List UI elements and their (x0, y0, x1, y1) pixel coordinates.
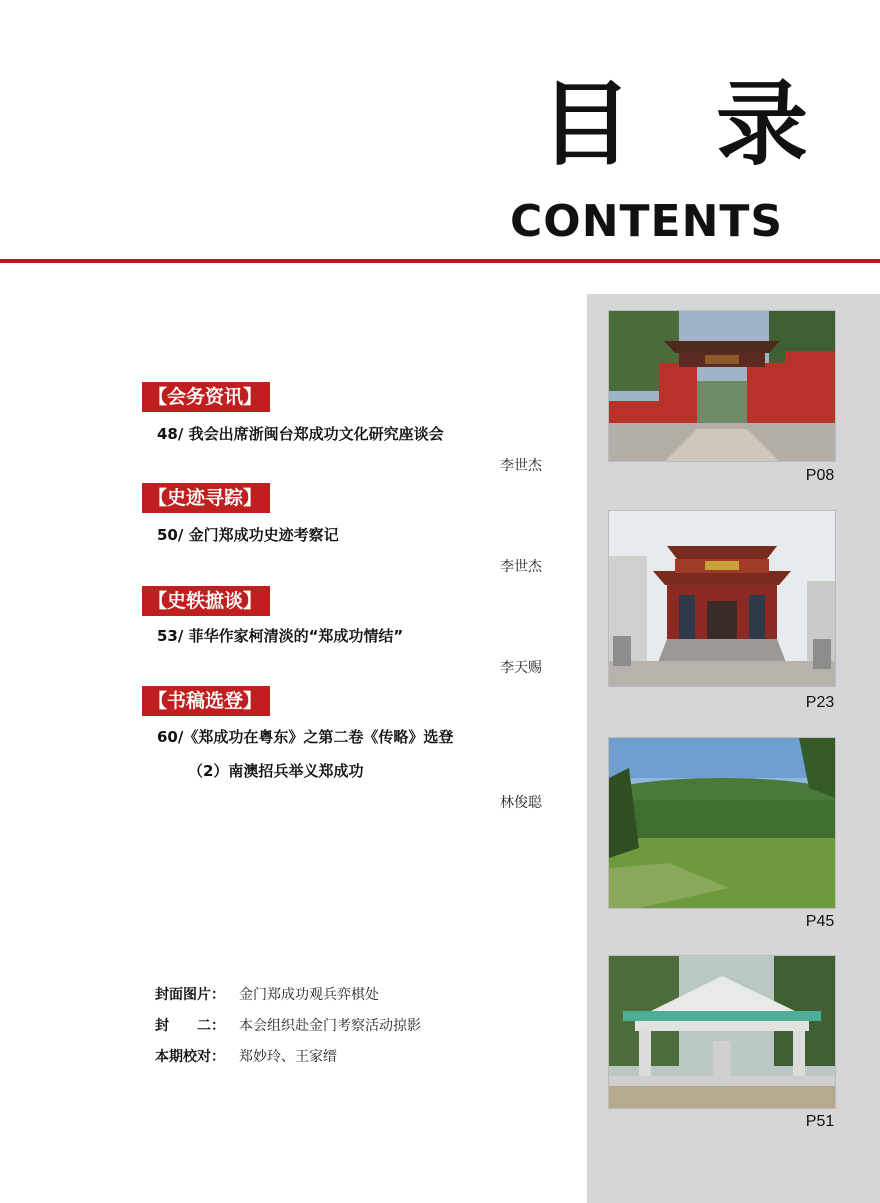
credit-value: 本会组织赴金门考察活动掠影 (239, 1018, 421, 1034)
pavilion-photo (608, 955, 836, 1109)
toc-author: 林俊聪 (500, 795, 542, 811)
section-label-meeting-news: 【会务资讯】 (142, 382, 270, 412)
header-divider (0, 259, 880, 263)
temple-building-photo (608, 510, 836, 687)
credit-label: 封面图片： (155, 987, 225, 1003)
credit-cover-two (155, 1015, 421, 1035)
photo-page-number: P08 (805, 467, 835, 484)
toc-entry[interactable]: 53/ 菲华作家柯清淡的“郑成功情结” (157, 627, 404, 645)
toc-entry-continuation[interactable]: （2）南澳招兵举义郑成功 (188, 762, 364, 780)
page-title-english: CONTENTS (510, 196, 784, 247)
photo-page-number: P51 (805, 1113, 835, 1130)
toc-author: 李天赐 (500, 660, 542, 676)
page-title-chinese: 目 录 (540, 70, 835, 178)
photo-page-number: P23 (805, 694, 835, 711)
toc-author: 李世杰 (500, 458, 542, 474)
landscape-photo (608, 737, 836, 909)
credit-value: 金门郑成功观兵弈棋处 (239, 987, 379, 1003)
credit-value: 郑妙玲、王家缙 (239, 1049, 337, 1065)
toc-entry[interactable]: 60/《郑成功在粤东》之第二卷《传略》选登 (157, 728, 454, 746)
temple-gate-photo (608, 310, 836, 462)
section-label-historic-sites: 【史迹寻踪】 (142, 483, 270, 513)
credit-label: 封 二： (155, 1018, 225, 1034)
toc-entry[interactable]: 48/ 我会出席浙闽台郑成功文化研究座谈会 (157, 425, 444, 443)
credit-label: 本期校对： (155, 1049, 225, 1065)
section-label-manuscript-selections: 【书稿选登】 (142, 686, 270, 716)
photo-page-number: P45 (805, 913, 835, 930)
credit-cover-image (155, 984, 379, 1004)
credit-proofreading (155, 1046, 337, 1066)
section-label-history-anecdotes: 【史轶摭谈】 (142, 586, 270, 616)
toc-author: 李世杰 (500, 559, 542, 575)
toc-entry[interactable]: 50/ 金门郑成功史迹考察记 (157, 526, 339, 544)
